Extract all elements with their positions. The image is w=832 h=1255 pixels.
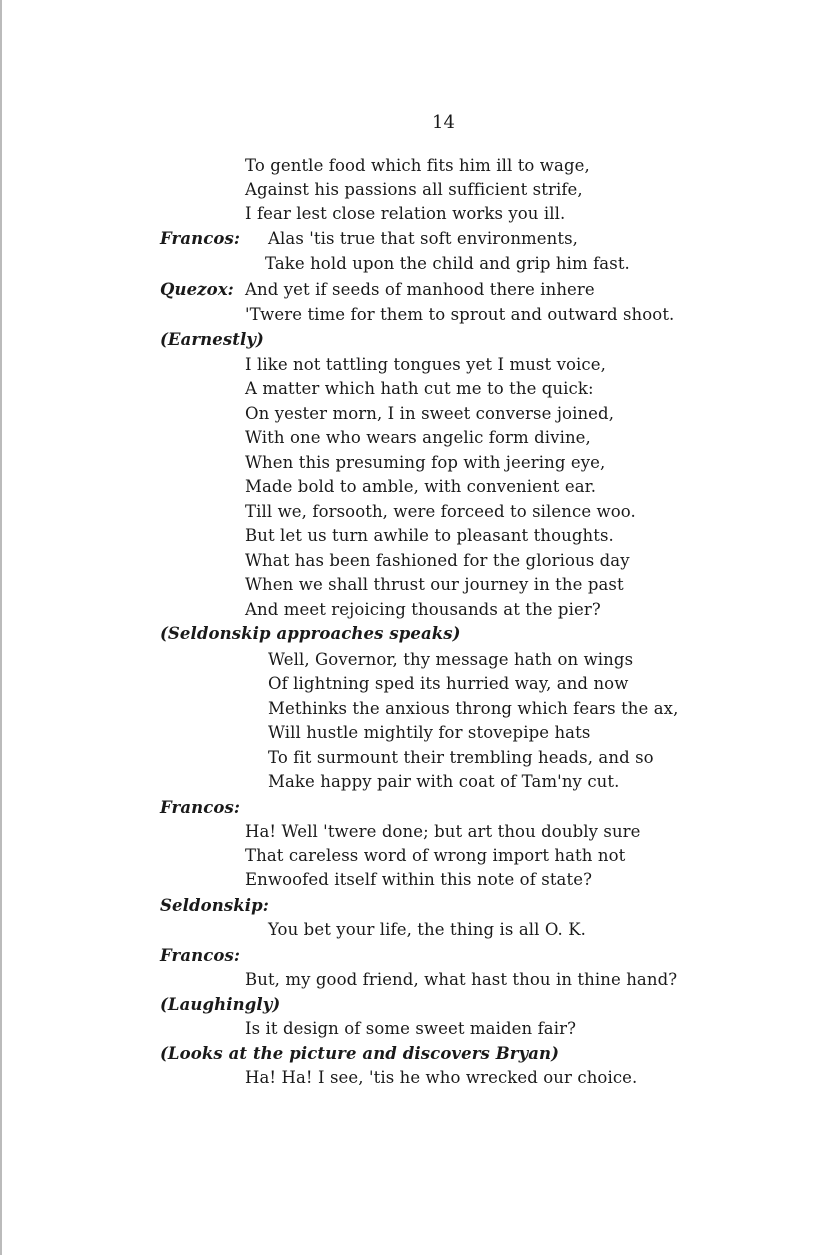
stage-direction: (Looks at the picture and discovers Bryan) <box>160 1044 560 1063</box>
verse-line: And meet rejoicing thousands at the pier? <box>245 600 601 619</box>
verse-line: Is it design of some sweet maiden fair? <box>245 1019 577 1038</box>
verse-line: And yet if seeds of manhood there inhere <box>245 280 595 299</box>
verse-line: But let us turn awhile to pleasant thoughts. <box>245 526 614 545</box>
verse-line: When we shall thrust our journey in the past <box>245 575 624 594</box>
speaker-label: Francos: <box>160 229 241 248</box>
verse-line: That careless word of wrong import hath not <box>245 846 626 865</box>
page-number: 14 <box>432 112 455 133</box>
verse-line: I fear lest close relation works you ill. <box>245 204 566 223</box>
speaker-label: Francos: <box>160 798 241 817</box>
stage-direction: (Laughingly) <box>160 995 281 1014</box>
verse-line: But, my good friend, what hast thou in thine hand? <box>245 970 678 989</box>
verse-line: A matter which hath cut me to the quick: <box>245 379 594 398</box>
stage-direction: (Earnestly) <box>160 330 264 349</box>
verse-line: Make happy pair with coat of Tam'ny cut. <box>268 772 620 791</box>
verse-line: On yester morn, I in sweet converse joined, <box>245 404 615 423</box>
verse-line: Alas 'tis true that soft environments, <box>268 229 579 248</box>
stage-direction: (Seldonskip approaches speaks) <box>160 624 461 643</box>
verse-line: With one who wears angelic form divine, <box>245 428 591 447</box>
speaker-label: Francos: <box>160 946 241 965</box>
verse-line: To gentle food which fits him ill to wage, <box>245 156 590 175</box>
verse-line: 'Twere time for them to sprout and outward shoot. <box>245 305 675 324</box>
speaker-label: Seldonskip: <box>160 896 269 915</box>
verse-line: Enwoofed itself within this note of state? <box>245 870 593 889</box>
verse-line: To fit surmount their trembling heads, and so <box>268 748 654 767</box>
verse-line: Till we, forsooth, were forceed to silence woo. <box>245 502 636 521</box>
verse-line: What has been fashioned for the glorious day <box>245 551 630 570</box>
speaker-label: Quezox: <box>160 280 234 299</box>
verse-line: Ha! Ha! I see, 'tis he who wrecked our choice. <box>245 1068 638 1087</box>
verse-line: Ha! Well 'twere done; but art thou doubly sure <box>245 822 641 841</box>
verse-line: Well, Governor, thy message hath on wings <box>268 650 634 669</box>
verse-line: Against his passions all sufficient strife, <box>245 180 583 199</box>
verse-line: When this presuming fop with jeering eye, <box>245 453 606 472</box>
verse-line: Take hold upon the child and grip him fast. <box>265 254 630 273</box>
verse-line: Made bold to amble, with convenient ear. <box>245 477 597 496</box>
verse-line: Methinks the anxious throng which fears the ax, <box>268 699 679 718</box>
verse-line: I like not tattling tongues yet I must voice, <box>245 355 606 374</box>
verse-line: You bet your life, the thing is all O. K. <box>268 920 586 939</box>
verse-line: Will hustle mightily for stovepipe hats <box>268 723 591 742</box>
scan-edge <box>0 0 2 1255</box>
verse-line: Of lightning sped its hurried way, and now <box>268 674 629 693</box>
